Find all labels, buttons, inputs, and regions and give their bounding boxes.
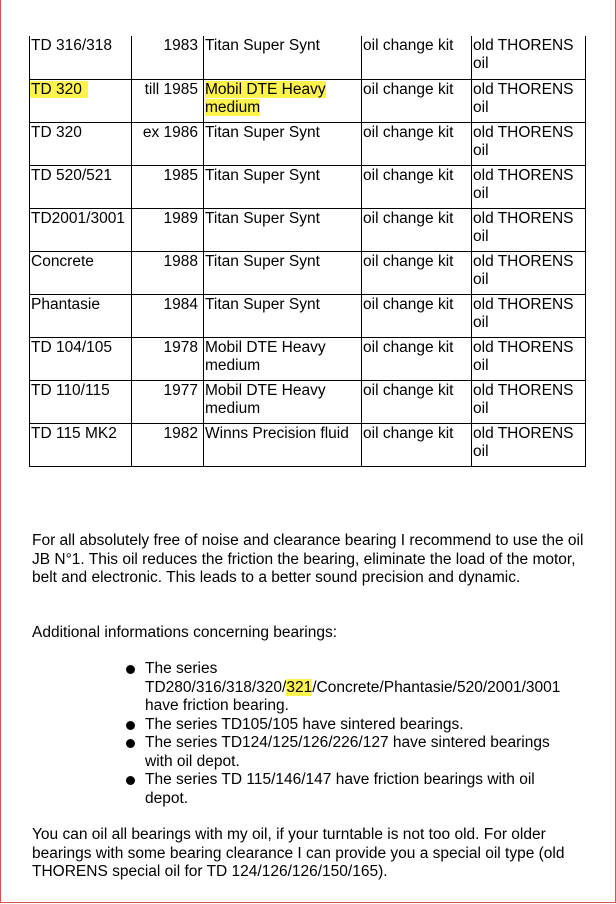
year-cell-text: ex 1986 [142, 123, 198, 141]
bullet-icon [126, 776, 135, 785]
alternative-oil-cell-text: old THORENS oil [473, 381, 574, 417]
alternative-oil-cell [472, 79, 586, 122]
oil-type-cell [204, 380, 362, 423]
year-cell [132, 423, 204, 466]
kit-cell [362, 36, 472, 79]
kit-cell [362, 208, 472, 251]
closing-paragraph: You can oil all bearings with my oil, if your turntable is not too old. For older bearings with some bearing clearance I can provide you a special oil type (old THORENS special oil for TD 124/126/126/150/165). [32, 826, 565, 880]
oil-type-cell-text: Titan Super Synt [205, 252, 320, 270]
alternative-oil-cell-text: old THORENS oil [473, 166, 574, 202]
model-cell-text: TD 110/115 [31, 381, 110, 399]
model-cell-text: Phantasie [31, 295, 100, 313]
year-cell-text: till 1985 [144, 80, 198, 98]
year-cell-text: 1985 [163, 166, 198, 184]
model-cell-text: TD 520/521 [31, 166, 112, 184]
oil-type-cell [204, 165, 362, 208]
bullet-icon [126, 739, 135, 748]
kit-cell [362, 380, 472, 423]
table-row [30, 122, 586, 165]
year-cell-text: 1983 [163, 37, 198, 54]
alternative-oil-cell [472, 36, 586, 79]
year-cell-text: 1988 [163, 252, 198, 270]
year-cell [132, 294, 204, 337]
alternative-oil-cell-text: old THORENS oil [473, 424, 574, 460]
kit-cell [362, 423, 472, 466]
model-cell [30, 36, 132, 79]
list-item-text: The series TD 115/146/147 have friction bearings with oil depot. [145, 771, 535, 807]
alternative-oil-cell [472, 380, 586, 423]
oil-type-cell [204, 251, 362, 294]
oil-type-cell-text: Titan Super Synt [205, 37, 320, 54]
alternative-oil-cell [472, 337, 586, 380]
model-cell-text: Concrete [31, 252, 94, 270]
oil-type-cell-text: Titan Super Synt [205, 166, 320, 184]
table-row [30, 165, 586, 208]
alternative-oil-cell-text: old THORENS oil [473, 123, 574, 159]
year-cell [132, 165, 204, 208]
kit-cell-text: oil change kit [363, 381, 454, 399]
table-row [30, 36, 586, 79]
table-row [30, 337, 586, 380]
kit-cell [362, 79, 472, 122]
table-row [30, 380, 586, 423]
list-item [125, 771, 575, 808]
model-cell [30, 423, 132, 466]
kit-cell-text: oil change kit [363, 80, 454, 98]
list-item-text: The series TD280/316/318/320/ [145, 660, 287, 696]
kit-cell-text: oil change kit [363, 209, 454, 227]
model-cell-text: TD 320 [31, 80, 82, 98]
table-row [30, 208, 586, 251]
oil-type-cell-text: Titan Super Synt [205, 295, 320, 313]
kit-cell [362, 165, 472, 208]
alternative-oil-cell-text: old THORENS oil [473, 295, 574, 331]
list-item-text: /Concrete/Phantasie/520/2001/3001 have friction bearing. [145, 678, 561, 714]
bullet-icon [126, 665, 135, 674]
kit-cell [362, 251, 472, 294]
year-cell [132, 208, 204, 251]
oil-type-cell [204, 79, 362, 122]
oil-type-cell-text: Mobil DTE Heavy medium [205, 381, 326, 417]
kit-cell [362, 122, 472, 165]
highlighted-text: 321 [286, 678, 313, 696]
oil-type-cell-text: Titan Super Synt [205, 209, 320, 227]
alternative-oil-cell-text: old THORENS oil [473, 209, 574, 245]
oil-type-cell [204, 122, 362, 165]
model-cell-text: TD 320 [31, 123, 82, 141]
year-cell [132, 337, 204, 380]
alternative-oil-cell [472, 165, 586, 208]
year-cell [132, 79, 204, 122]
year-cell [132, 36, 204, 79]
bearings-intro-paragraph: Additional informations concerning bearings: [32, 624, 338, 641]
kit-cell-text: oil change kit [363, 338, 454, 356]
year-cell-text: 1989 [163, 209, 198, 227]
oil-table-body [30, 36, 586, 466]
oil-recommendation-paragraph: For all absolutely free of noise and clearance bearing I recommend to use the oil JB N°1. This oil reduces the friction the bearing, eliminate the load of the motor, belt and electronic. This leads to a better sound precision and dynamic. [32, 532, 584, 586]
year-cell-text: 1984 [163, 295, 198, 313]
table-row [30, 294, 586, 337]
alternative-oil-cell-text: old THORENS oil [473, 338, 574, 374]
model-cell [30, 208, 132, 251]
kit-cell-text: oil change kit [363, 166, 454, 184]
kit-cell-text: oil change kit [363, 252, 454, 270]
table-row [30, 79, 586, 122]
model-cell [30, 79, 132, 122]
oil-type-cell [204, 423, 362, 466]
kit-cell [362, 294, 472, 337]
list-item [125, 716, 575, 735]
oil-type-cell [204, 208, 362, 251]
oil-type-cell-text: Mobil DTE Heavy medium [205, 80, 326, 116]
list-item [125, 660, 575, 716]
alternative-oil-cell [472, 208, 586, 251]
kit-cell-text: oil change kit [363, 424, 454, 442]
kit-cell-text: oil change kit [363, 37, 454, 54]
alternative-oil-cell [472, 122, 586, 165]
alternative-oil-cell [472, 251, 586, 294]
bearing-series-list [125, 660, 575, 808]
oil-type-cell [204, 36, 362, 79]
model-cell [30, 380, 132, 423]
oil-type-cell-text: Titan Super Synt [205, 123, 320, 141]
year-cell-text: 1977 [163, 381, 198, 399]
kit-cell-text: oil change kit [363, 123, 454, 141]
alternative-oil-cell-text: old THORENS oil [473, 37, 574, 72]
model-cell [30, 337, 132, 380]
bullet-icon [126, 721, 135, 730]
model-cell-text: TD2001/3001 [31, 209, 125, 227]
model-cell [30, 294, 132, 337]
alternative-oil-cell-text: old THORENS oil [473, 252, 574, 288]
table-row [30, 251, 586, 294]
table-row [30, 423, 586, 466]
model-cell-text: TD 115 MK2 [31, 424, 117, 442]
list-item [125, 734, 575, 771]
oil-type-cell [204, 294, 362, 337]
oil-table [29, 36, 586, 467]
alternative-oil-cell [472, 423, 586, 466]
oil-type-cell-text: Mobil DTE Heavy medium [205, 338, 326, 374]
kit-cell-text: oil change kit [363, 295, 454, 313]
kit-cell [362, 337, 472, 380]
oil-type-cell [204, 337, 362, 380]
year-cell-text: 1982 [163, 424, 198, 442]
model-cell-text: TD 104/105 [31, 338, 112, 356]
model-cell [30, 122, 132, 165]
list-item-text: The series TD124/125/126/226/127 have sintered bearings with oil depot. [145, 734, 550, 770]
list-item-text: The series TD105/105 have sintered bearings. [145, 715, 464, 733]
model-cell [30, 251, 132, 294]
oil-type-cell-text: Winns Precision fluid [205, 424, 349, 442]
alternative-oil-cell [472, 294, 586, 337]
year-cell [132, 122, 204, 165]
model-cell [30, 165, 132, 208]
year-cell [132, 380, 204, 423]
year-cell-text: 1978 [163, 338, 198, 356]
year-cell [132, 251, 204, 294]
model-cell-text: TD 316/318 [31, 37, 112, 54]
alternative-oil-cell-text: old THORENS oil [473, 80, 574, 116]
